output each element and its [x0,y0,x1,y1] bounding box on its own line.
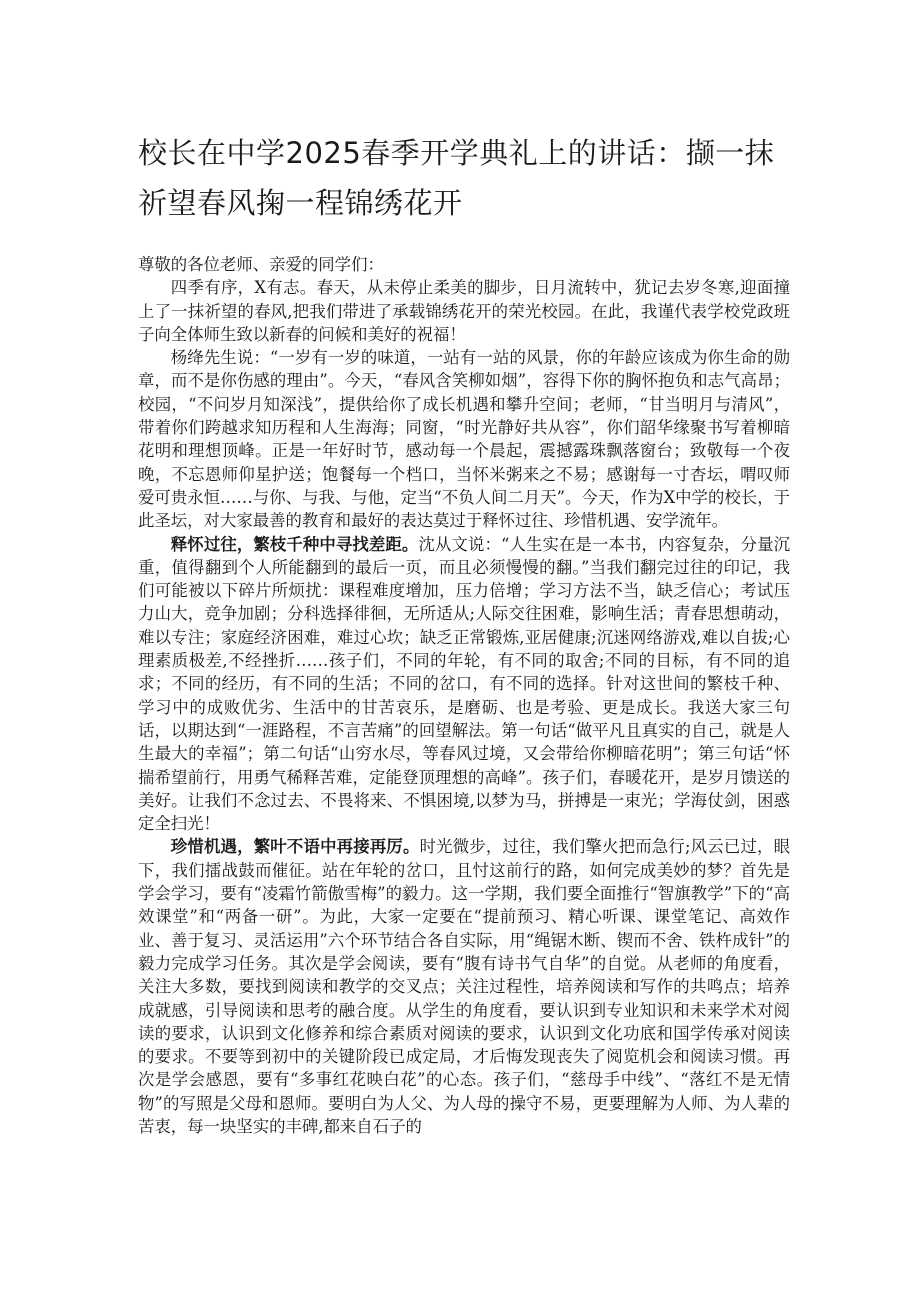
paragraph-cherish-opportunity [138,835,790,1138]
document-page [138,128,790,1138]
paragraph-heading: 释怀过往，繁枝千种中寻找差距。 [170,534,419,554]
paragraph-heading: 珍惜机遇，繁叶不语中再接再厉。 [170,837,420,857]
paragraph-release-past [138,533,790,836]
document-title: 校长在中学2025春季开学典礼上的讲话：撷一抹祈望春风掬一程锦绣花开 [138,136,775,220]
paragraph-text: 四季有序，X有志。春天，从未停止柔美的脚步，日月流转中，犹记去岁冬寒,迎面撞上了一抹祈望的春风,把我们带进了承载锦绣花开的荣光校园。在此，我谨代表学校党政班子向全体师生致以新春的问候和美好的祝福！ [138,278,790,344]
document-body [138,253,790,1138]
paragraph-text: 杨绛先生说：“一岁有一岁的味道，一站有一站的风景，你的年龄应该成为你生命的勋章，而不是你伤感的理由”。今天，“春风含笑柳如烟”，容得下你的胸怀抱负和志气高昂；校园，“不问岁月知深浅”，提供给你了成长机遇和攀升空间；老师，“甘当明月与清风”，带着你们跨越求知历程和人生海海；同窗，“时光静好共从容”，你们韶华缘聚书写着柳暗花明和理想顶峰。正是一年好时节，感动每一个晨起，震撼露珠飘落窗台；致敬每一个夜晚，不忘恩师仰星护送；饱餐每一个档口，当怀米粥来之不易；感谢每一寸杏坛，喟叹师爱可贵永恒……与你、与我、与他，定当“不负人间二月天”。今天，作为X中学的校长，于此圣坛，对大家最善的教育和最好的表达莫过于释怀过往、珍惜机遇、安学流年。 [138,348,790,531]
paragraph-text: 沈从文说：“人生实在是一本书，内容复杂，分量沉重，值得翻到个人所能翻到的最后一页，而且必须慢慢的翻。”当我们翻完过往的印记，我们可能被以下碎片所烦扰：课程难度增加，压力倍增；学习方法不当，缺乏信心；考试压力山大，竞争加剧；分科选择徘徊，无所适从;人际交往困难，影响生活；青春思想萌动，难以专注；家庭经济困难，难过心坎；缺乏正常锻炼,亚居健康;沉迷网络游戏,难以自拔;心理素质极差,不经挫折……孩子们，不同的年轮，有不同的取舍;不同的目标，有不同的追求；不同的经历，有不同的生活；不同的岔口，有不同的选择。针对这世间的繁枝千种、学习中的成败优劣、生活中的甘苦哀乐，是磨砺、也是考验、更是成长。我送大家三句话，以期达到“一涯路程，不言苦痛”的回望解法。第一句话“做平凡且真实的自己，就是人生最大的幸福”；第二句话“山穷水尽，等春风过境，又会带给你柳暗花明”；第三句话“怀揣希望前行，用勇气稀释苦难，定能登顶理想的高峰”。孩子们，春暖花开，是岁月馈送的美好。让我们不念过去、不畏将来、不惧困境,以梦为马，拼搏是一束光；学海仗剑，困惑定全扫光！ [138,534,791,834]
salutation: 尊敬的各位老师、亲爱的同学们： [138,255,384,274]
paragraph-opening [138,276,790,346]
paragraph-text: 时光微步，过往，我们擎火把而急行;风云已过，眼下，我们擂战鼓而催征。站在年轮的岔口，且忖这前行的路，如何完成美妙的梦？首先是学会学习，要有“凌霜竹箭傲雪梅”的毅力。这一学期，我们要全面推行“智旗教学”下的“高效课堂”和“两备一研”。为此，大家一定要在“提前预习、精心听课、课堂笔记、高效作业、善于复习、灵活运用”六个环节结合各自实际，用“绳锯木断、锲而不舍、铁杵成针”的毅力完成学习任务。其次是学会阅读，要有“腹有诗书气自华”的自觉。从老师的角度看，关注大多数，要找到阅读和教学的交叉点；关注过程性，培养阅读和写作的共鸣点；培养成就感，引导阅读和思考的融合度。从学生的角度看，要认识到专业知识和未来学术对阅读的要求，认识到文化修养和综合素质对阅读的要求，认识到文化功底和国学传承对阅读的要求。不要等到初中的关键阶段已成定局，才后悔发现丧失了阅览机会和阅读习惯。再次是学会感恩，要有“多事红花映白花”的心态。孩子们，“慈母手中线”、“落红不是无情物”的写照是父母和恩师。要明白为人父、为人母的操守不易，更要理解为人师、为人辈的苦衷，每一块坚实的丰碑,都来自石子的 [138,837,791,1136]
paragraph-quote [138,346,790,532]
